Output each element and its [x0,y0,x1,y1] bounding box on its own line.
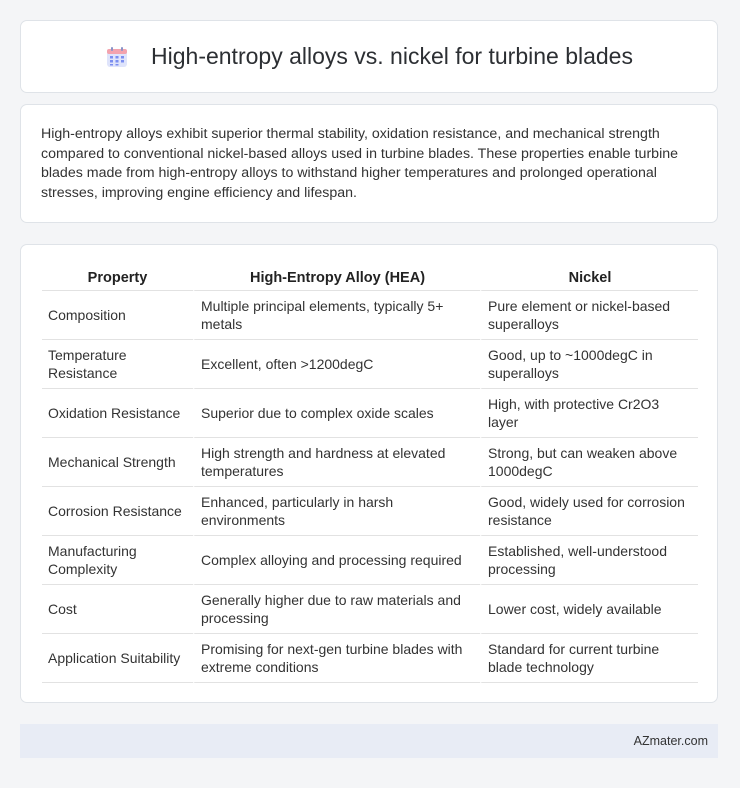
cell-property: Mechanical Strength [42,438,193,487]
cell-nickel: Good, widely used for corrosion resistance [480,487,698,536]
table-row [42,585,698,634]
cell-hea: Enhanced, particularly in harsh environments [193,487,480,536]
intro-text: High-entropy alloys exhibit superior thermal stability, oxidation resistance, and mechanical strength compared to conventional nickel-based alloys used in turbine blades. These properties enable turbine blades made from high-entropy alloys to withstand higher temperatures and prolonged operational stresses, improving engine efficiency and lifespan. [41,126,678,201]
table-header-row [42,264,698,291]
header-hea: High-Entropy Alloy (HEA) [193,264,480,291]
footer [20,724,718,758]
cell-hea: Multiple principal elements, typically 5+ metals [193,291,480,340]
cell-hea: Excellent, often >1200degC [193,340,480,389]
cell-nickel: Good, up to ~1000degC in superalloys [480,340,698,389]
table-row [42,340,698,389]
page-title: High-entropy alloys vs. nickel for turbine blades [151,43,633,69]
cell-nickel: Lower cost, widely available [480,585,698,634]
comparison-table [42,264,698,683]
cell-property: Corrosion Resistance [42,487,193,536]
intro-card [20,104,718,223]
table-row [42,536,698,585]
title-card [20,20,718,93]
header-property: Property [42,264,193,291]
cell-hea: High strength and hardness at elevated temperatures [193,438,480,487]
cell-property: Composition [42,291,193,340]
footer-source[interactable]: AZmater.com [633,734,708,748]
table-row [42,389,698,438]
cell-property: Application Suitability [42,634,193,683]
cell-nickel: Established, well-understood processing [480,536,698,585]
header-nickel: Nickel [480,264,698,291]
comparison-card [20,244,718,703]
cell-property: Oxidation Resistance [42,389,193,438]
cell-hea: Complex alloying and processing required [193,536,480,585]
cell-nickel: Pure element or nickel-based superalloys [480,291,698,340]
calendar-icon [105,45,129,69]
cell-hea: Generally higher due to raw materials and processing [193,585,480,634]
cell-nickel: Standard for current turbine blade technology [480,634,698,683]
cell-hea: Superior due to complex oxide scales [193,389,480,438]
cell-property: Temperature Resistance [42,340,193,389]
table-row [42,634,698,683]
table-row [42,487,698,536]
cell-nickel: Strong, but can weaken above 1000degC [480,438,698,487]
cell-hea: Promising for next-gen turbine blades with extreme conditions [193,634,480,683]
cell-property: Manufacturing Complexity [42,536,193,585]
cell-property: Cost [42,585,193,634]
table-row [42,438,698,487]
table-row [42,291,698,340]
cell-nickel: High, with protective Cr2O3 layer [480,389,698,438]
